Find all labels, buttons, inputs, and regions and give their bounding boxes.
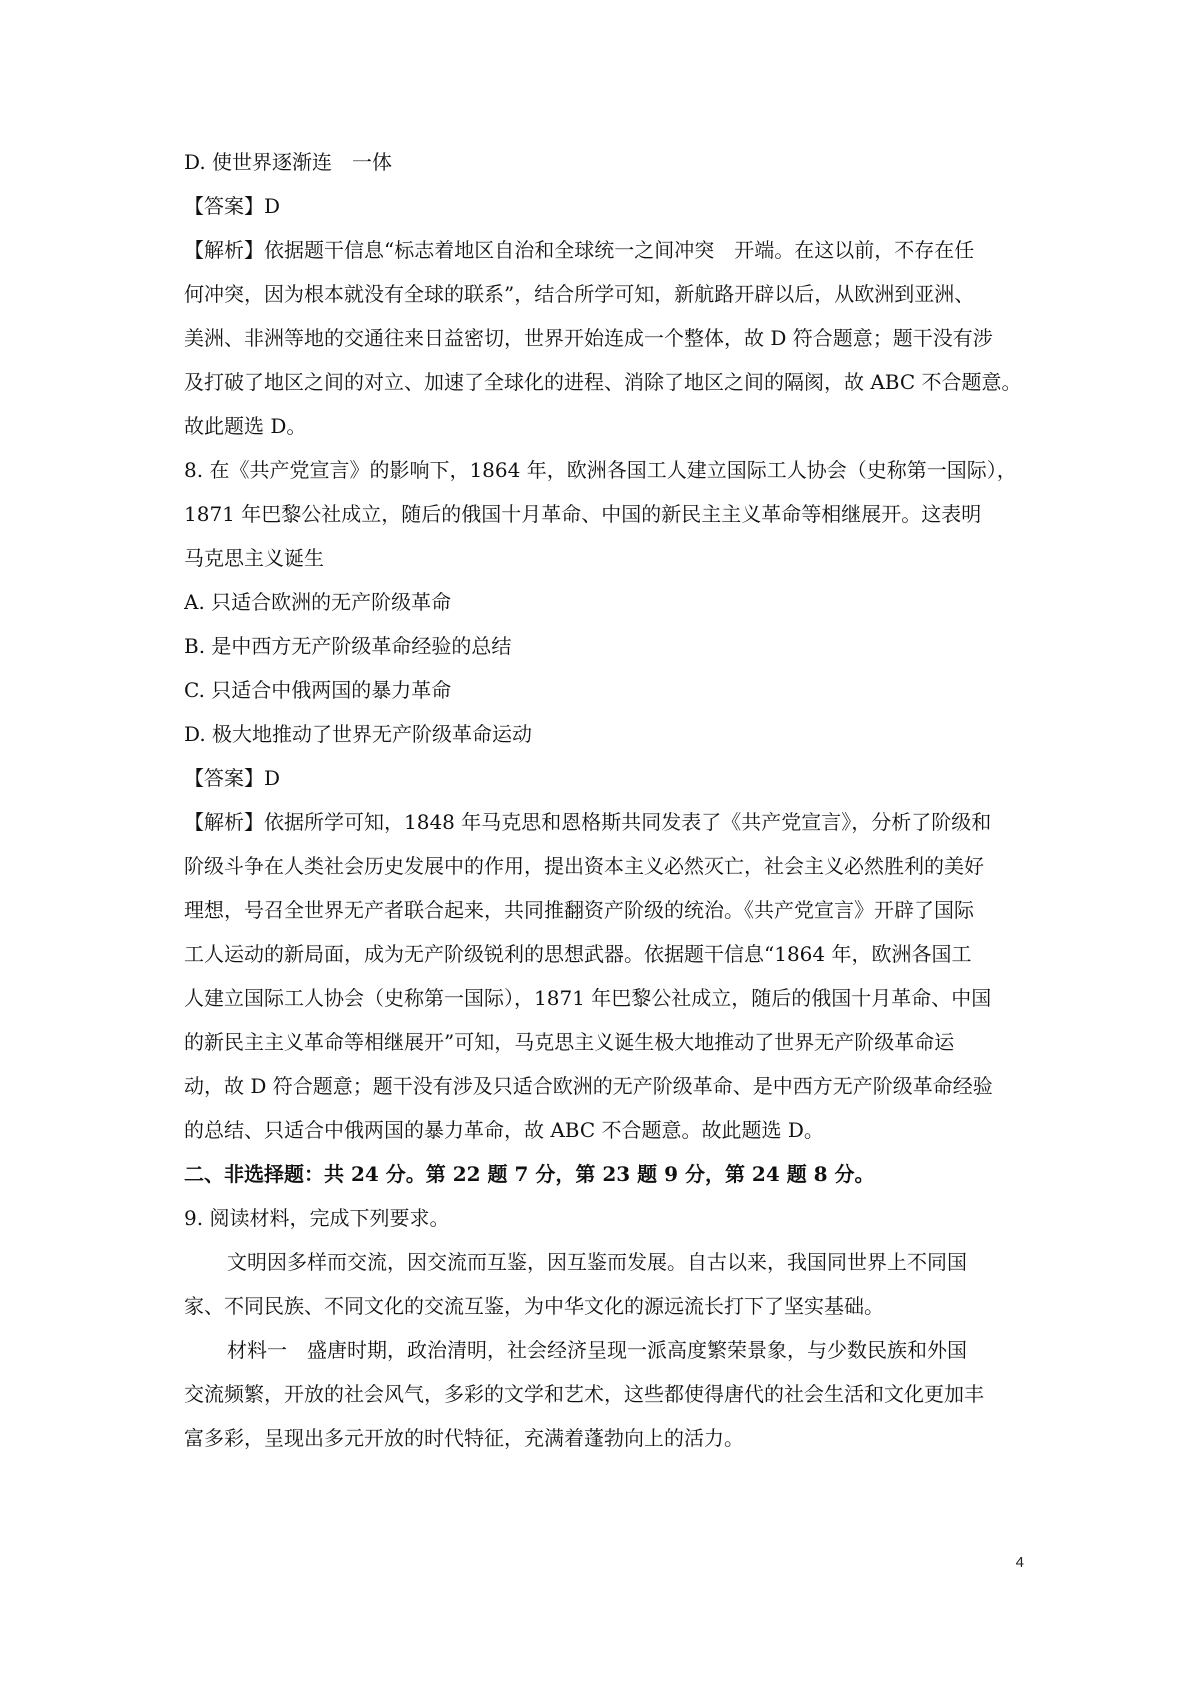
material-1-line-2: 交流频繁，开放的社会风气，多彩的文学和艺术，这些都使得唐代的社会生活和文化更加丰 [184,1382,984,1406]
analysis-q8-line-6: 的新民主主义革命等相继展开”可知，马克思主义诞生极大地推动了世界无产阶级革命运 [184,1030,955,1054]
question-8-line-3: 马克思主义诞生 [184,546,324,570]
analysis-q8-line-4: 工人运动的新局面，成为无产阶级锐利的思想武器。依据题干信息“1864 年，欧洲各国工 [184,942,972,966]
analysis-q7-line-2: 何冲突，因为根本就没有全球的联系”，结合所学可知，新航路开辟以后，从欧洲到亚洲、 [184,282,975,306]
analysis-q7-line-3: 美洲、非洲等地的交通往来日益密切，世界开始连成一个整体，故 D 符合题意；题干没有涉 [184,326,993,350]
answer-q7: 【答案】D [184,194,281,218]
option-d-q7: D. 使世界逐渐连 一体 [184,150,393,174]
answer-q8: 【答案】D [184,766,281,790]
question-9-prompt: 9. 阅读材料，完成下列要求。 [184,1206,450,1230]
option-d-q8: D. 极大地推动了世界无产阶级革命运动 [184,722,533,746]
intro-paragraph-line-1: 文明因多样而交流，因交流而互鉴，因互鉴而发展。自古以来，我国同世界上不同国 [227,1250,967,1274]
section-heading: 二、非选择题：共 24 分。第 22 题 7 分，第 23 题 9 分，第 24 题 8 分。 [184,1162,875,1186]
analysis-q8-line-7: 动，故 D 符合题意；题干没有涉及只适合欧洲的无产阶级革命、是中西方无产阶级革命经验 [184,1074,993,1098]
material-1-line-1: 材料一 盛唐时期，政治清明，社会经济呈现一派高度繁荣景象，与少数民族和外国 [227,1338,967,1362]
page-content [184,140,1024,1460]
analysis-q8-line-3: 理想，号召全世界无产者联合起来，共同推翻资产阶级的统治。《共产党宣言》开辟了国际 [184,898,974,922]
analysis-q8-line-1: 【解析】依据所学可知，1848 年马克思和恩格斯共同发表了《共产党宣言》，分析了阶级和 [184,810,992,834]
analysis-q8-line-2: 阶级斗争在人类社会历史发展中的作用，提出资本主义必然灭亡，社会主义必然胜利的美好 [184,854,984,878]
option-c-q8: C. 只适合中俄两国的暴力革命 [184,678,452,702]
option-b-q8: B. 是中西方无产阶级革命经验的总结 [184,634,512,658]
question-8-line-2: 1871 年巴黎公社成立，随后的俄国十月革命、中国的新民主主义革命等相继展开。这表明 [184,502,982,526]
intro-paragraph-line-2: 家、不同民族、不同文化的交流互鉴，为中华文化的源远流长打下了坚实基础。 [184,1294,884,1318]
analysis-q8-line-5: 人建立国际工人协会（史称第一国际），1871 年巴黎公社成立，随后的俄国十月革命、中国 [184,986,992,1010]
analysis-q7-line-4: 及打破了地区之间的对立、加速了全球化的进程、消除了地区之间的隔阂，故 ABC 不合题意。 [184,370,1022,394]
material-1-line-3: 富多彩，呈现出多元开放的时代特征，充满着蓬勃向上的活力。 [184,1426,744,1450]
question-8-line-1: 8. 在《共产党宣言》的影响下，1864 年，欧洲各国工人建立国际工人协会（史称第一国际）， [184,458,1017,482]
page-number: 4 [1015,1554,1024,1571]
analysis-q7-line-5: 故此题选 D。 [184,414,307,438]
option-a-q8: A. 只适合欧洲的无产阶级革命 [184,590,452,614]
analysis-q8-line-8: 的总结、只适合中俄两国的暴力革命，故 ABC 不合题意。故此题选 D。 [184,1118,824,1142]
analysis-q7-line-1: 【解析】依据题干信息“标志着地区自治和全球统一之间冲突 开端。在这以前，不存在任 [184,238,975,262]
